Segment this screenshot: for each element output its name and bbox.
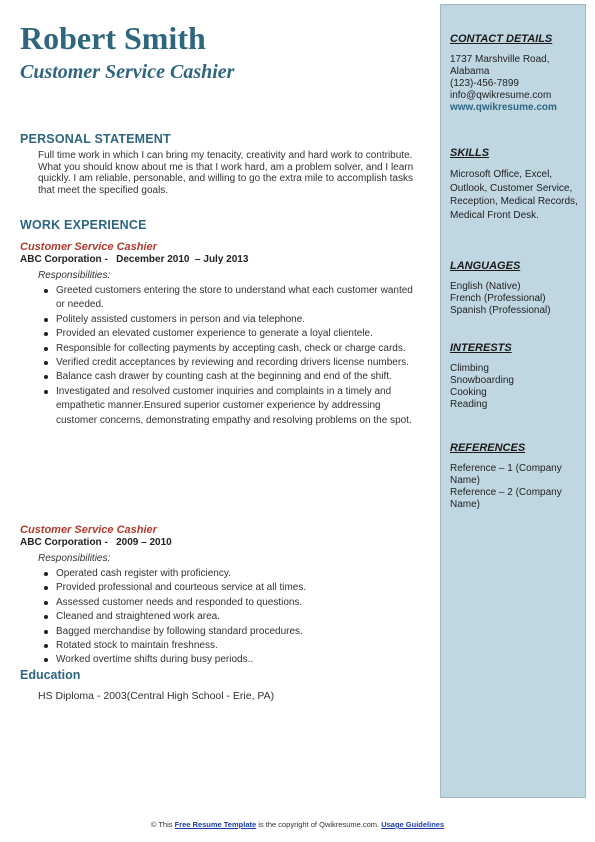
reference-item: Reference – 1 (Company Name) bbox=[450, 463, 562, 486]
footer bbox=[0, 820, 595, 829]
interest-item: Cooking bbox=[450, 387, 487, 398]
interest-item: Climbing bbox=[450, 363, 489, 374]
language-item: Spanish (Professional) bbox=[450, 305, 551, 316]
responsibilities-label: Responsibilities: bbox=[38, 270, 111, 281]
language-item: English (Native) bbox=[450, 281, 521, 292]
candidate-title: Customer Service Cashier bbox=[20, 61, 235, 83]
interests-section bbox=[450, 342, 585, 411]
list-item: Investigated and resolved customer inquiries and complaints in a timely and empathetic manner.Ensured superior customer experience by addressing customer concerns, demonstrating empathy and resolving problems on the spot. bbox=[56, 385, 420, 428]
job-entry bbox=[20, 524, 420, 668]
education-heading: Education bbox=[20, 668, 81, 682]
main-column bbox=[20, 18, 420, 702]
candidate-name: Robert Smith bbox=[20, 20, 206, 56]
personal-statement-section bbox=[20, 132, 420, 196]
list-item: Operated cash register with proficiency. bbox=[56, 567, 420, 581]
footer-prefix: © This bbox=[150, 820, 175, 829]
email-address[interactable]: info@qwikresume.com bbox=[450, 90, 552, 101]
contact-heading: CONTACT DETAILS bbox=[450, 33, 553, 45]
list-item: Cleaned and straightened work area. bbox=[56, 610, 420, 624]
references-heading: REFERENCES bbox=[450, 442, 526, 454]
list-item: Rotated stock to maintain freshness. bbox=[56, 639, 420, 653]
skills-heading: SKILLS bbox=[450, 147, 490, 159]
interest-item: Snowboarding bbox=[450, 375, 514, 386]
education-section bbox=[20, 668, 420, 702]
address-line-2: Alabama bbox=[450, 66, 490, 77]
job-entry bbox=[20, 241, 420, 428]
footer-middle: is the copyright of Qwikresume.com. bbox=[256, 820, 382, 829]
job-title: Customer Service Cashier bbox=[20, 241, 157, 253]
responsibilities-label: Responsibilities: bbox=[38, 553, 111, 564]
responsibilities-list bbox=[20, 567, 420, 668]
personal-statement-heading: PERSONAL STATEMENT bbox=[20, 132, 171, 146]
references-section bbox=[450, 442, 585, 511]
job-title: Customer Service Cashier bbox=[20, 524, 157, 536]
language-item: French (Professional) bbox=[450, 293, 546, 304]
education-item: HS Diploma - 2003(Central High School - Erie, PA) bbox=[38, 690, 275, 702]
interests-heading: INTERESTS bbox=[450, 342, 512, 354]
job-company-dates: ABC Corporation - December 2010 – July 2013 bbox=[20, 254, 249, 265]
sidebar bbox=[440, 4, 586, 798]
list-item: Verified credit acceptances by reviewing and recording drivers license numbers. bbox=[56, 356, 420, 370]
list-item: Worked overtime shifts during busy periods.. bbox=[56, 653, 420, 667]
free-resume-template-link[interactable]: Free Resume Template bbox=[174, 820, 257, 829]
list-item: Provided an elevated customer experience to generate a loyal clientele. bbox=[56, 327, 420, 341]
job-company-dates: ABC Corporation - 2009 – 2010 bbox=[20, 537, 172, 548]
responsibilities-list bbox=[20, 284, 420, 428]
website-link[interactable]: www.qwikresume.com bbox=[450, 102, 557, 113]
list-item: Responsible for collecting payments by accepting cash, check or charge cards. bbox=[56, 342, 420, 356]
phone-number: (123)-456-7899 bbox=[450, 78, 519, 89]
list-item: Politely assisted customers in person and via telephone. bbox=[56, 313, 420, 327]
contact-section bbox=[450, 33, 585, 114]
list-item: Bagged merchandise by following standard procedures. bbox=[56, 625, 420, 639]
languages-section bbox=[450, 260, 585, 317]
address-line-1: 1737 Marshville Road, bbox=[450, 54, 550, 65]
work-experience-heading: WORK EXPERIENCE bbox=[20, 218, 147, 232]
work-experience-section bbox=[20, 218, 420, 666]
skills-section bbox=[450, 147, 585, 222]
list-item: Greeted customers entering the store to understand what each customer wanted or needed. bbox=[56, 284, 420, 313]
list-item: Balance cash drawer by counting cash at the beginning and end of the shift. bbox=[56, 370, 420, 384]
skills-text: Microsoft Office, Excel, Outlook, Customer Service, Reception, Medical Records, Medical Front Desk. bbox=[450, 169, 578, 221]
interest-item: Reading bbox=[450, 399, 488, 410]
usage-guidelines-link[interactable]: Usage Guidelines bbox=[381, 820, 445, 829]
reference-item: Reference – 2 (Company Name) bbox=[450, 487, 562, 510]
languages-heading: LANGUAGES bbox=[450, 260, 521, 272]
list-item: Assessed customer needs and responded to questions. bbox=[56, 596, 420, 610]
personal-statement-text: Full time work in which I can bring my tenacity, creativity and hard work to contribute. What you should know about me is that I work hard, am a problem solver, and I learn quickly. I am reliable, personable, and willing to go the extra mile to accomplish tasks that meet the specified goals. bbox=[38, 150, 414, 196]
list-item: Provided professional and courteous service at all times. bbox=[56, 581, 420, 595]
